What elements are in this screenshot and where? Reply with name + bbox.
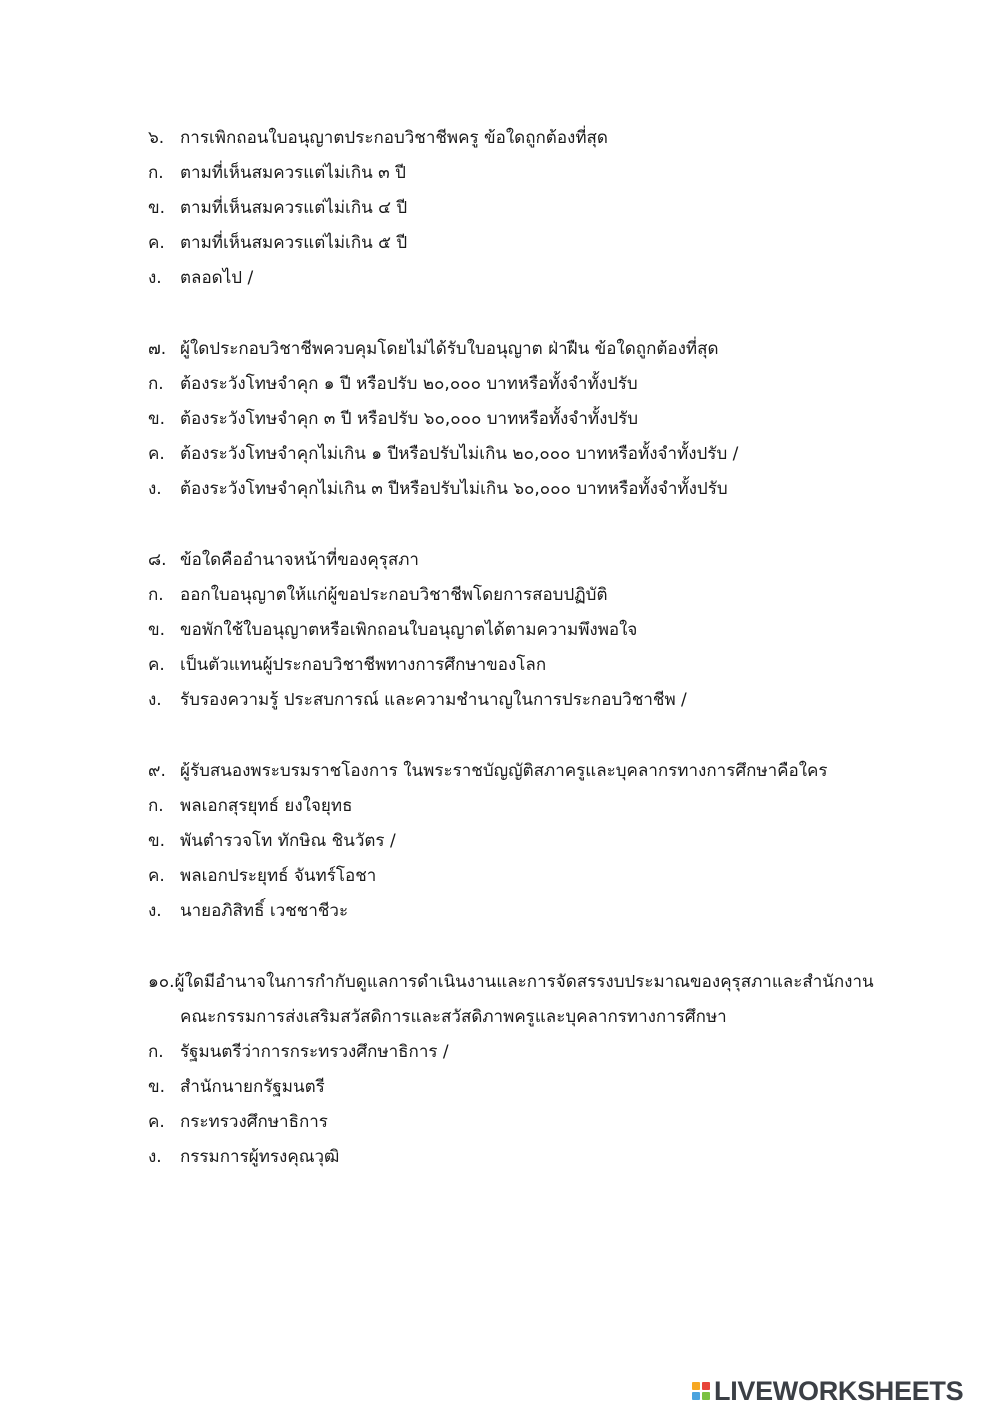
option-marker: ก.: [148, 585, 164, 605]
question-number: ๘.: [148, 550, 167, 570]
option-marker: ข.: [148, 1077, 166, 1097]
option-marker: ง.: [148, 268, 162, 288]
option-text: ตามที่เห็นสมควรแต่ไม่เกิน ๕ ปี: [180, 233, 408, 253]
option-text: พลเอกสุรยุทธ์ ยงใจยุทธ: [180, 796, 353, 816]
option-text: ตลอดไป /: [180, 268, 254, 288]
option-6-b[interactable]: [148, 195, 868, 221]
option-10-c[interactable]: [148, 1109, 868, 1135]
option-9-d[interactable]: [148, 898, 868, 924]
option-marker: ข.: [148, 409, 166, 429]
option-9-a[interactable]: [148, 793, 868, 819]
option-text: เป็นตัวแทนผู้ประกอบวิชาชีพทางการศึกษาของโลก: [180, 655, 547, 675]
question-text: ผู้ใดประกอบวิชาชีพควบคุมโดยไม่ได้รับใบอนุญาต ฝ่าฝืน ข้อใดถูกต้องที่สุด: [180, 339, 719, 359]
question-text: ผู้รับสนองพระบรมราชโองการ ในพระราชบัญญัติสภาครูและบุคลากรทางการศึกษาคือใคร: [180, 761, 828, 781]
option-6-d[interactable]: [148, 265, 868, 291]
option-marker: ค.: [148, 233, 165, 253]
option-7-c[interactable]: [148, 441, 868, 467]
option-text: รัฐมนตรีว่าการกระทรวงศึกษาธิการ /: [180, 1042, 449, 1062]
option-6-a[interactable]: [148, 160, 868, 186]
question-10: [148, 969, 874, 995]
option-7-b[interactable]: [148, 406, 868, 432]
option-9-b[interactable]: [148, 828, 868, 854]
question-number: ๗.: [148, 339, 167, 359]
option-text: สำนักนายกรัฐมนตรี: [180, 1077, 325, 1097]
option-8-b[interactable]: [148, 617, 868, 643]
logo-square-1: [692, 1382, 700, 1390]
option-marker: ค.: [148, 1112, 165, 1132]
option-text: พันตำรวจโท ทักษิณ ชินวัตร /: [180, 831, 396, 851]
logo-text: LIVEWORKSHEETS: [714, 1375, 964, 1406]
option-text: ตามที่เห็นสมควรแต่ไม่เกิน ๔ ปี: [180, 198, 408, 218]
option-text: ต้องระวังโทษจำคุก ๑ ปี หรือปรับ ๒๐,๐๐๐ บาทหรือทั้งจำทั้งปรับ: [180, 374, 638, 394]
option-text: ต้องระวังโทษจำคุก ๓ ปี หรือปรับ ๖๐,๐๐๐ บาทหรือทั้งจำทั้งปรับ: [180, 409, 639, 429]
question-text: การเพิกถอนใบอนุญาตประกอบวิชาชีพครู ข้อใดถูกต้องที่สุด: [180, 128, 608, 148]
option-marker: ก.: [148, 163, 164, 183]
logo-square-3: [692, 1392, 700, 1400]
option-text: ต้องระวังโทษจำคุกไม่เกิน ๑ ปีหรือปรับไม่เกิน ๒๐,๐๐๐ บาทหรือทั้งจำทั้งปรับ /: [180, 444, 739, 464]
option-9-c[interactable]: [148, 863, 868, 889]
question-8: [148, 547, 868, 573]
option-marker: ง.: [148, 690, 162, 710]
option-marker: ค.: [148, 444, 165, 464]
option-text: ขอพักใช้ใบอนุญาตหรือเพิกถอนใบอนุญาตได้ตามความพึงพอใจ: [180, 620, 638, 640]
option-text: กระทรวงศึกษาธิการ: [180, 1112, 328, 1132]
option-8-d[interactable]: [148, 687, 868, 713]
liveworksheets-logo: [692, 1374, 963, 1408]
option-text: กรรมการผู้ทรงคุณวุฒิ: [180, 1147, 340, 1167]
option-marker: ค.: [148, 866, 165, 886]
option-7-a[interactable]: [148, 371, 868, 397]
option-text: ออกใบอนุญาตให้แก่ผู้ขอประกอบวิชาชีพโดยการสอบปฏิบัติ: [180, 585, 608, 605]
question-text: ผู้ใดมีอำนาจในการกำกับดูแลการดำเนินงานและการจัดสรรงบประมาณของคุรุสภาและสำนักงาน: [174, 972, 874, 992]
option-7-d[interactable]: [148, 476, 868, 502]
option-8-c[interactable]: [148, 652, 868, 678]
option-marker: ง.: [148, 1147, 162, 1167]
option-10-d[interactable]: [148, 1144, 868, 1170]
option-marker: ก.: [148, 1042, 164, 1062]
logo-square-2: [702, 1382, 710, 1390]
question-10-continuation: [180, 1004, 900, 1030]
option-10-a[interactable]: [148, 1039, 868, 1065]
option-text: ต้องระวังโทษจำคุกไม่เกิน ๓ ปีหรือปรับไม่เกิน ๖๐,๐๐๐ บาทหรือทั้งจำทั้งปรับ: [180, 479, 728, 499]
option-marker: ก.: [148, 374, 164, 394]
question-text-continued: คณะกรรมการส่งเสริมสวัสดิการและสวัสดิภาพครูและบุคลากรทางการศึกษา: [180, 1007, 727, 1027]
option-text: รับรองความรู้ ประสบการณ์ และความชำนาญในการประกอบวิชาชีพ /: [180, 690, 687, 710]
option-marker: ข.: [148, 831, 166, 851]
question-6: [148, 125, 868, 151]
option-6-c[interactable]: [148, 230, 868, 256]
option-marker: ง.: [148, 479, 162, 499]
question-number: ๑๐.: [148, 972, 175, 992]
logo-square-4: [702, 1392, 710, 1400]
option-marker: ข.: [148, 198, 166, 218]
option-marker: ก.: [148, 796, 164, 816]
question-number: ๖.: [148, 128, 165, 148]
option-text: ตามที่เห็นสมควรแต่ไม่เกิน ๓ ปี: [180, 163, 406, 183]
question-7: [148, 336, 868, 362]
option-text: พลเอกประยุทธ์ จันทร์โอชา: [180, 866, 377, 886]
option-marker: ง.: [148, 901, 162, 921]
question-9: [148, 758, 868, 784]
option-10-b[interactable]: [148, 1074, 868, 1100]
liveworksheets-logo-icon: [692, 1382, 710, 1400]
option-8-a[interactable]: [148, 582, 868, 608]
question-number: ๙.: [148, 761, 166, 781]
option-marker: ข.: [148, 620, 166, 640]
option-marker: ค.: [148, 655, 165, 675]
question-text: ข้อใดคืออำนาจหน้าที่ของคุรุสภา: [180, 550, 419, 570]
option-text: นายอภิสิทธิ์ เวชชาชีวะ: [180, 901, 349, 921]
